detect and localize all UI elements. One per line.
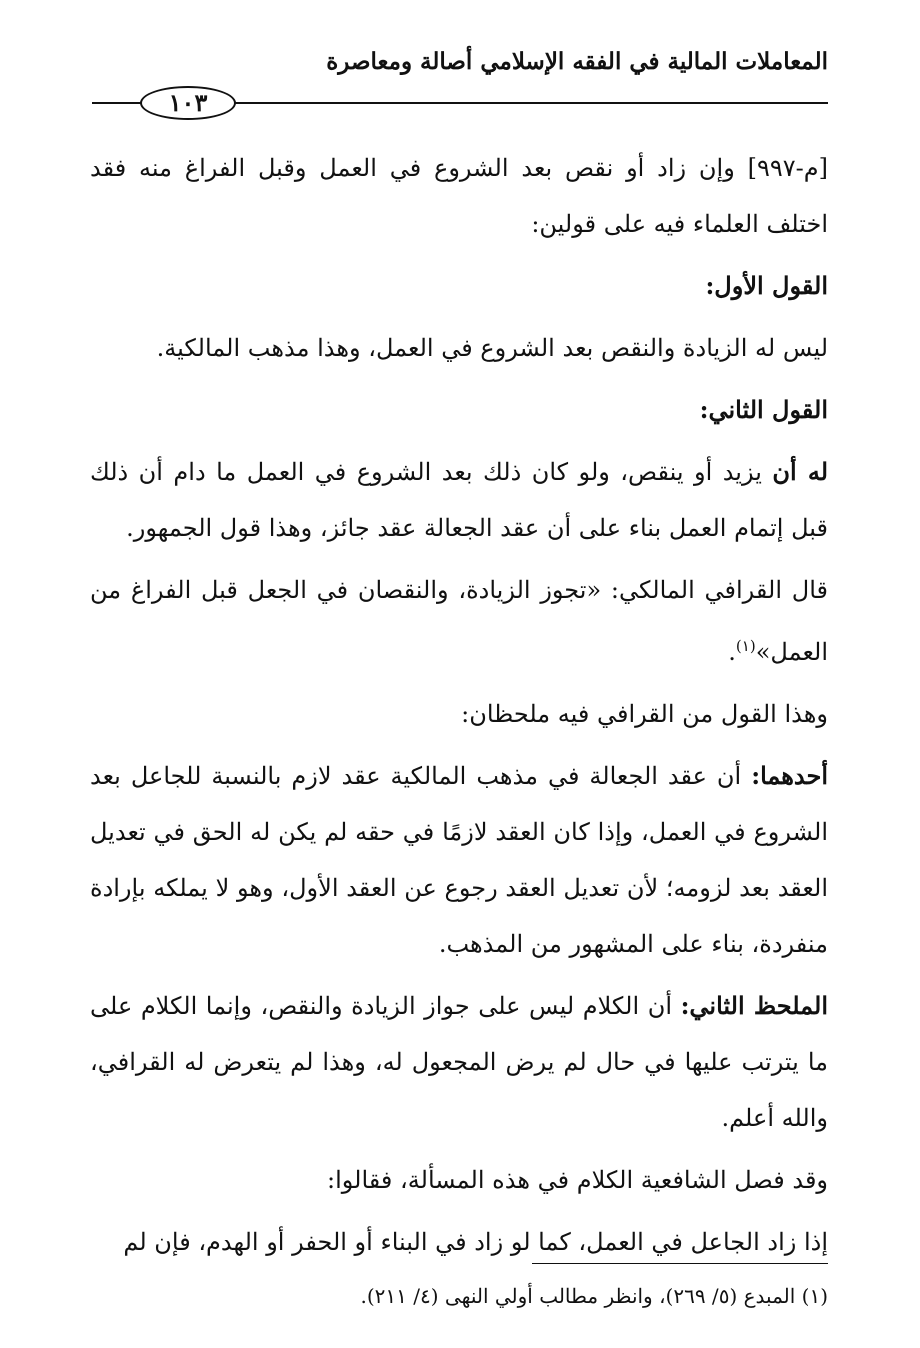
running-header-title: المعاملات المالية في الفقه الإسلامي أصالة ومعاصرة xyxy=(326,48,828,75)
quote-end: . xyxy=(728,638,736,666)
paragraph-intro: [م-٩٩٧] وإن زاد أو نقص بعد الشروع في العمل وقبل الفراغ منه فقد اختلف العلماء فيه على قولين: xyxy=(90,154,828,238)
bold-lead: أحدهما: xyxy=(751,761,829,790)
heading-text: القول الثاني: xyxy=(699,395,828,424)
paragraph-text: يزيد أو ينقص، ولو كان ذلك بعد الشروع في العمل ما دام أن ذلك قبل إتمام العمل بناء على أن عقد الجعالة عقد جائز، وهذا قول الجمهور. xyxy=(90,458,828,542)
paragraph-second-opinion xyxy=(90,444,828,556)
paragraph-shafii-intro: وقد فصل الشافعية الكلام في هذه المسألة، فقالوا: xyxy=(327,1166,828,1194)
paragraph-remarks-intro: وهذا القول من القرافي فيه ملحظان: xyxy=(461,700,828,728)
paragraph-remark-two xyxy=(90,978,828,1146)
paragraph-first-opinion: ليس له الزيادة والنقص بعد الشروع في العمل، وهذا مذهب المالكية. xyxy=(156,334,828,362)
paragraph-shafii-detail: إذا زاد الجاعل في العمل، كما لو زاد في البناء أو الحفر أو الهدم، فإن لم xyxy=(123,1228,828,1256)
paragraph-text: أن الكلام ليس على جواز الزيادة والنقص، وإنما الكلام على ما يترتب عليها في حال لم يرض المجعول له، وهذا لم يتعرض له القرافي، والله أعلم. xyxy=(90,992,828,1132)
quote-text: قال القرافي المالكي: «تجوز الزيادة، والنقصان في الجعل قبل الفراغ من العمل» xyxy=(90,576,828,666)
page-number: ١٠٣ xyxy=(140,86,236,120)
bold-lead: له أن xyxy=(772,457,828,486)
main-text xyxy=(90,140,828,1276)
bold-lead: الملحظ الثاني: xyxy=(680,991,828,1020)
footnote-rule xyxy=(532,1263,828,1264)
footnote-ref[interactable]: (١) xyxy=(735,637,756,655)
heading-first-opinion xyxy=(90,258,828,314)
footnote: (١) المبدع (٥/ ٢٦٩)، وانظر مطالب أولي النهى (٤/ ٢١١). xyxy=(360,1284,828,1308)
paragraph-remark-one xyxy=(90,748,828,972)
heading-text: القول الأول: xyxy=(705,271,828,300)
heading-second-opinion xyxy=(90,382,828,438)
paragraph-qarafi-quote xyxy=(90,562,828,680)
paragraph-text: أن عقد الجعالة في مذهب المالكية عقد لازم بالنسبة للجاعل بعد الشروع في العمل، وإذا كان العقد لازمًا في حقه لم يكن له الحق في تعديل العقد بعد لزومه؛ لأن تعديل العقد رجوع عن العقد الأول، وهو لا يملكه بإرادة منفردة، بناء على المشهور من المذهب. xyxy=(90,762,828,958)
